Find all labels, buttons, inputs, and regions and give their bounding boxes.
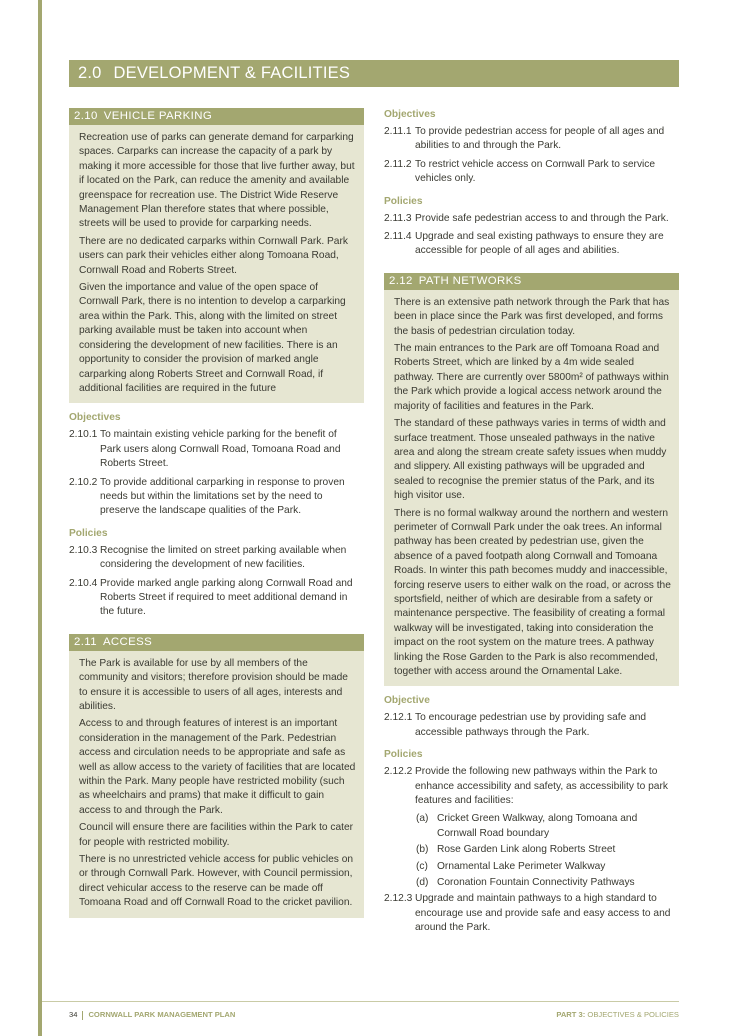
numbered-item xyxy=(384,711,679,740)
subheading-objectives: Objectives xyxy=(69,412,121,424)
pathway-list-item xyxy=(416,860,679,874)
footer-divider xyxy=(42,1001,679,1002)
paragraph: The Park is available for use by all members of the community and visitors; therefore provision should be made to ensure it is accessible to users of all ages, interests and abilities. xyxy=(79,657,348,712)
vehicle-parking-intro xyxy=(69,125,364,403)
item-number: 2.11.3 xyxy=(384,212,412,224)
paragraph: There is an extensive path network through the Park that has been in place since the Park was first developed, and forms the basis of pedestrian circulation today. xyxy=(394,296,670,337)
pathway-list-item xyxy=(416,876,679,890)
item-number: 2.12.3 xyxy=(384,893,413,905)
item-text: Upgrade and maintain pathways to a high standard to encourage use and provide safe and easy access to and around the Park. xyxy=(415,893,671,934)
paragraph: Recreation use of parks can generate demand for carparking spaces. Carparks can increase the capacity of a park by making it more accessible for those that live further away, but if located on the Park, can reduce the amenity and available greenspace for recreation use. The District Wide Reserve Management Plan therefore states that where possible, streets will be used to provide for carparking needs. xyxy=(79,132,355,230)
item-number: 2.10.3 xyxy=(69,544,98,556)
item-number: 2.12.1 xyxy=(384,712,413,724)
item-number: 2.10.2 xyxy=(69,476,98,488)
paragraph: Access to and through features of interest is an important consideration in the management of the Park. Pedestrian access and circulation needs to be appropriate and safe as well as allow access to the variety of facilities that are located within the Park. Many people have restricted mobility (such as wheelchairs and prams) that make it difficult to gain access to and through the Park. xyxy=(79,718,356,816)
numbered-item xyxy=(69,428,364,471)
pathway-text: Coronation Fountain Connectivity Pathways xyxy=(437,877,635,889)
item-number: 2.10.4 xyxy=(69,577,98,589)
pathway-text: Rose Garden Link along Roberts Street xyxy=(437,844,616,856)
document-title: CORNWALL PARK MANAGEMENT PLAN xyxy=(88,1010,236,1019)
item-text: Recognise the limited on street parking available when considering the development of new facilities. xyxy=(100,544,347,571)
item-text: To restrict vehicle access on Cornwall Park to service vehicles only. xyxy=(415,158,656,185)
pathway-letter: (d) xyxy=(416,877,429,889)
part-title: OBJECTIVES & POLICIES xyxy=(587,1010,679,1019)
left-column xyxy=(69,108,364,918)
section-number: 2.11 xyxy=(74,635,97,648)
pathway-list-item xyxy=(416,812,679,841)
paragraph: The standard of these pathways varies in terms of width and surface treatment. Those unsealed pathways in the native area and along the stream create safety issues when muddy and slippery. All existing pathways will be upgraded and sealed to recognise the premier status of the Park, and its high visitor use. xyxy=(394,418,667,502)
section-heading-path-networks xyxy=(384,273,679,290)
section-heading-vehicle-parking xyxy=(69,108,364,125)
numbered-item xyxy=(384,230,679,259)
page-number: 34 xyxy=(69,1010,78,1019)
item-number: 2.11.2 xyxy=(384,158,412,170)
pathway-list-item xyxy=(416,843,679,857)
item-text: To provide additional carparking in response to proven needs but within the limitations set by the need to preserve the landscape qualities of the Park. xyxy=(100,476,345,517)
footer-left xyxy=(69,1010,235,1020)
section-number: 2.12 xyxy=(389,274,413,287)
section-title: ACCESS xyxy=(102,635,153,648)
numbered-item xyxy=(69,476,364,519)
chapter-title: DEVELOPMENT & FACILITIES xyxy=(113,64,351,82)
spacer xyxy=(69,624,364,634)
numbered-item xyxy=(69,577,364,620)
numbered-item xyxy=(384,212,679,226)
paragraph: The main entrances to the Park are off Tomoana Road and Roberts Street, which are linked by a 4m wide sealed pathway. There are currently over 5800m² of pathways within the Park which provide a logical access network around the majority of facilities and features in the Park. xyxy=(394,343,669,412)
item-number: 2.12.2 xyxy=(384,766,413,778)
numbered-item xyxy=(384,158,679,187)
item-text: Provide the following new pathways within the Park to enhance accessibility and safety, as accessibility to park features and facilities: xyxy=(415,766,668,807)
section-number: 2.10 xyxy=(74,110,98,122)
section-title: VEHICLE PARKING xyxy=(103,110,213,122)
item-number: 2.11.1 xyxy=(384,126,412,137)
pathway-letter: (c) xyxy=(416,860,428,872)
pathway-text: Cricket Green Walkway, along Tomoana and Cornwall Road boundary xyxy=(437,813,638,839)
numbered-item xyxy=(384,125,679,154)
subheading-policies: Policies xyxy=(69,527,108,539)
section-heading-access xyxy=(69,634,364,651)
footer-right xyxy=(556,1010,679,1020)
pathway-text: Ornamental Lake Perimeter Walkway xyxy=(437,860,606,872)
subheading-objective: Objective xyxy=(384,695,430,707)
footer-separator xyxy=(82,1011,83,1020)
paragraph: Council will ensure there are facilities within the Park to cater for people with restricted mobility. xyxy=(79,822,354,848)
item-text: To encourage pedestrian use by providing safe and accessible pathways through the Park. xyxy=(415,712,647,738)
paragraph: Given the importance and value of the open space of Cornwall Park, there is no intention to develop a carparking area within the Park. This, along with the limited on street parking available must be taken into account when considering the development of new facilities. There is an opportunity to consider the provision of marked angle carparking along Roberts Street and Cornwall Road, if additional facilities are required in the future xyxy=(79,282,346,394)
access-intro xyxy=(69,651,364,918)
pathway-letter: (b) xyxy=(416,844,429,856)
subheading-objectives: Objectives xyxy=(384,109,436,120)
path-networks-intro xyxy=(384,290,679,687)
item-text: To maintain existing vehicle parking for the benefit of Park users along Cornwall Road, Tomoana Road and Roberts Street. xyxy=(100,429,341,470)
chapter-number: 2.0 xyxy=(78,64,102,82)
subheading-policies: Policies xyxy=(384,195,423,207)
item-text: Provide safe pedestrian access to and through the Park. xyxy=(415,212,669,224)
item-text: Provide marked angle parking along Cornwall Road and Roberts Street if required to meet additional demand in the future. xyxy=(100,577,353,618)
paragraph: There is no formal walkway around the northern and western perimeter of Cornwall Park under the oak trees. An informal pathway has been created by pedestrian use, given the absence of a paved footpath along Cornwall and Tomoana Roads. In winter this path becomes muddy and inaccessible, forcing reserve users to either walk on the road, or across the sportsfield, neither of which are desirable from a safety or maintenance perspective. The feasibility of creating a formal walkway will be investigated, taking into consideration the impact on the root system on the mature trees. A pathway linking the Rose Garden to the Park is also recommended, together with access around the Ornamental Lake. xyxy=(394,507,671,677)
paragraph: There is no unrestricted vehicle access for public vehicles on or through Cornwall Park. However, with Council permission, direct vehicular access to the reserve can be made off Tomoana Road and off Cornwall Road to the cricket pavilion. xyxy=(79,854,354,909)
chapter-banner xyxy=(69,60,679,87)
part-label: PART 3: xyxy=(556,1010,586,1019)
numbered-item xyxy=(69,544,364,573)
numbered-item xyxy=(384,765,679,808)
numbered-item xyxy=(384,892,679,935)
item-number: 2.11.4 xyxy=(384,231,412,243)
paragraph: There are no dedicated carparks within Cornwall Park. Park users can park their vehicles either along Tomoana Road, Cornwall Road and Roberts Street. xyxy=(79,235,348,276)
item-text: Upgrade and seal existing pathways to ensure they are accessible for people of all ages and abilities. xyxy=(415,231,664,257)
subheading-policies: Policies xyxy=(384,749,423,761)
left-margin-rule xyxy=(38,0,42,1036)
item-number: 2.10.1 xyxy=(69,429,98,441)
right-column xyxy=(384,108,679,940)
spacer xyxy=(384,263,679,273)
section-title: PATH NETWORKS xyxy=(418,274,522,287)
item-text: To provide pedestrian access for people of all ages and abilities to and through the Park. xyxy=(415,126,665,152)
pathway-letter: (a) xyxy=(416,813,429,825)
